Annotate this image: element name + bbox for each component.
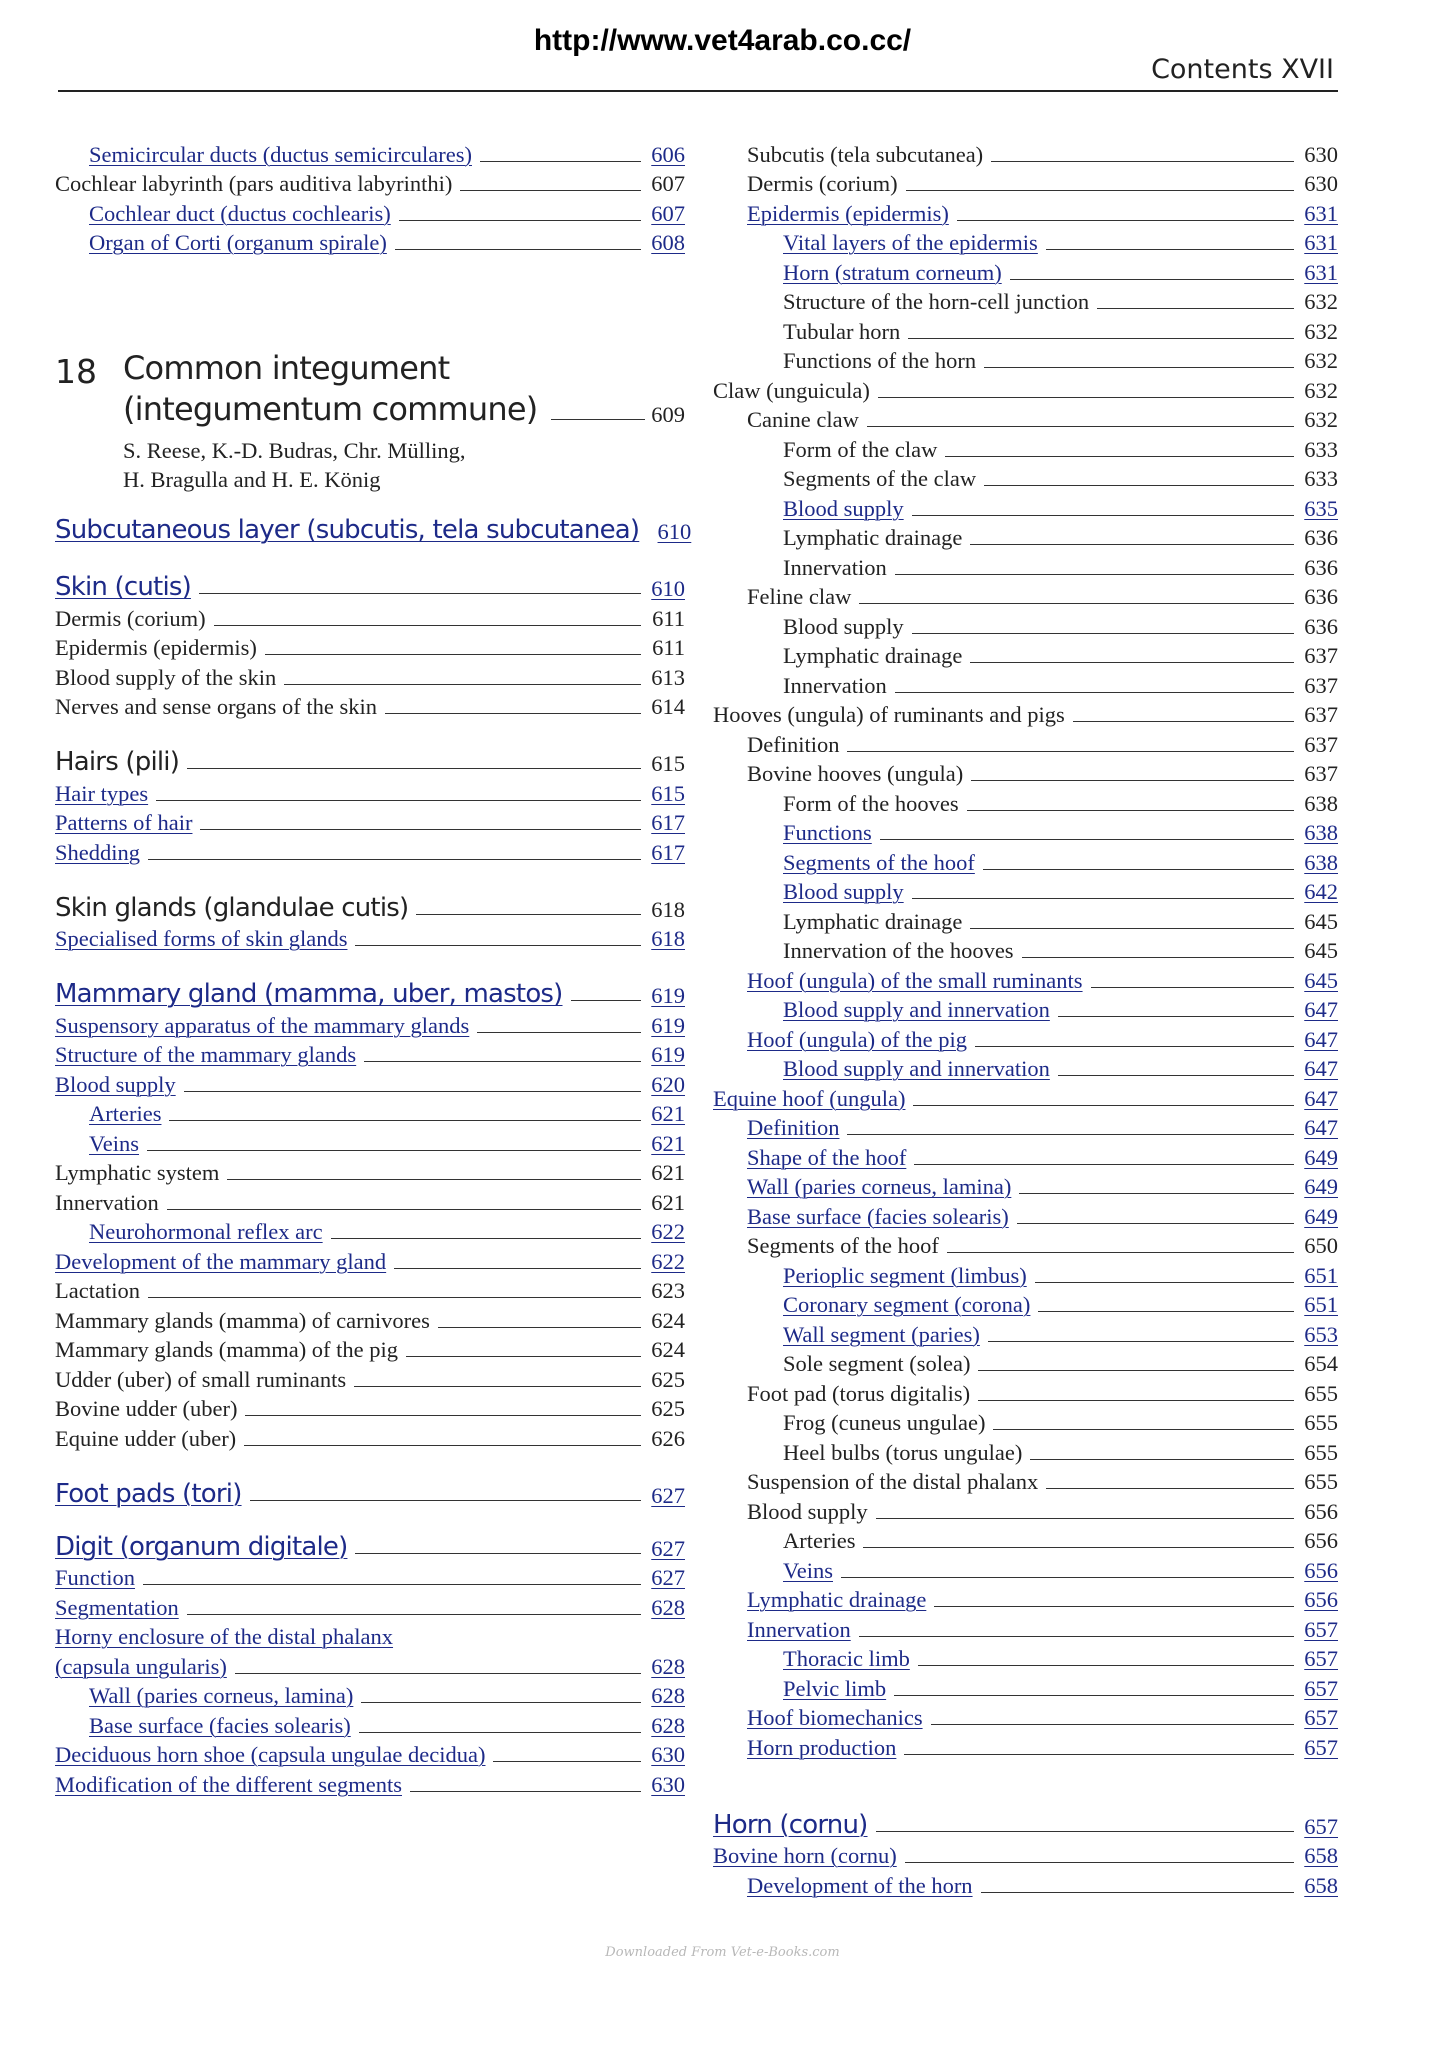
toc-entry[interactable]: Wall segment (paries) 653: [783, 1321, 1338, 1347]
toc-entry[interactable]: Lymphatic drainage 656: [747, 1587, 1338, 1612]
toc-entry[interactable]: Nerves and sense organs of the skin 614: [55, 694, 685, 719]
toc-entry[interactable]: Vital layers of the epidermis 631: [783, 230, 1338, 255]
footer-watermark: Downloaded From Vet-e-Books.com: [605, 1945, 840, 1960]
chapter-title-line2: (integumentum commune): [123, 390, 538, 428]
chapter-heading[interactable]: [55, 348, 685, 494]
toc-entry[interactable]: Form of the hooves 638: [783, 790, 1338, 816]
toc-entry[interactable]: Canine claw 632: [747, 407, 1338, 432]
toc-section-heading[interactable]: Skin glands (glandulae cutis) 618: [55, 892, 685, 923]
toc-entry[interactable]: Mammary glands (mamma) of the pig 624: [55, 1337, 685, 1362]
toc-entry[interactable]: Suspensory apparatus of the mammary glands 619: [55, 1012, 685, 1038]
toc-entry[interactable]: Lymphatic system 621: [55, 1160, 685, 1185]
toc-entry[interactable]: Equine udder (uber) 626: [55, 1425, 685, 1451]
toc-entry[interactable]: Claw (unguicula) 632: [713, 377, 1338, 403]
toc-entry[interactable]: Hoof (ungula) of the small ruminants 645: [747, 967, 1338, 993]
chapter-title-line1: Common integument: [123, 349, 450, 387]
toc-entry[interactable]: Neurohormonal reflex arc 622: [89, 1219, 685, 1244]
toc-entry[interactable]: Shape of the hoof 649: [747, 1144, 1338, 1170]
toc-entry[interactable]: Blood supply 656: [747, 1498, 1338, 1524]
toc-entry[interactable]: Horn (stratum corneum) 631: [783, 259, 1338, 285]
toc-entry[interactable]: Feline claw 636: [747, 584, 1338, 609]
toc-entry[interactable]: Shedding 617: [55, 839, 685, 865]
toc-entry[interactable]: Lymphatic drainage 636: [783, 525, 1338, 550]
toc-section-heading[interactable]: Digit (organum digitale) 627: [55, 1531, 685, 1562]
toc-entry[interactable]: Function 627: [55, 1565, 685, 1590]
toc-entry[interactable]: Sole segment (solea) 654: [783, 1351, 1338, 1376]
toc-entry[interactable]: Hoof (ungula) of the pig 647: [747, 1026, 1338, 1052]
chapter-authors: S. Reese, K.-D. Budras, Chr. Mülling, H. Bragulla and H. E. König: [123, 438, 466, 492]
toc-entry[interactable]: Blood supply and innervation 647: [783, 1056, 1338, 1081]
toc-entry[interactable]: Segments of the hoof 650: [747, 1233, 1338, 1258]
toc-entry[interactable]: Cochlear duct (ductus cochlearis) 607: [89, 200, 685, 226]
toc-entry[interactable]: Development of the horn 658: [747, 1872, 1338, 1898]
toc-column-right: [713, 138, 1338, 1899]
toc-entry[interactable]: Deciduous horn shoe (capsula ungulae decidua) 630: [55, 1742, 685, 1767]
toc-entry[interactable]: Blood supply 636: [783, 613, 1338, 639]
toc-entry[interactable]: Bovine hooves (ungula) 637: [747, 761, 1338, 786]
toc-entry[interactable]: Innervation 637: [783, 672, 1338, 698]
toc-entry[interactable]: Blood supply of the skin 613: [55, 664, 685, 690]
toc-entry[interactable]: Blood supply 620: [55, 1071, 685, 1097]
toc-entry[interactable]: Semicircular ducts (ductus semicirculares) 606: [89, 141, 685, 167]
running-head-title: Contents XVII: [1151, 54, 1334, 85]
toc-entry[interactable]: Veins 621: [89, 1130, 685, 1156]
toc-entry[interactable]: Bovine udder (uber) 625: [55, 1396, 685, 1421]
toc-entry[interactable]: Segmentation 628: [55, 1594, 685, 1620]
toc-entry[interactable]: Hoof biomechanics 657: [747, 1705, 1338, 1730]
toc-entry[interactable]: Functions of the horn 632: [783, 348, 1338, 373]
toc-entry[interactable]: Blood supply 635: [783, 495, 1338, 521]
toc-entry[interactable]: Lactation 623: [55, 1278, 685, 1303]
toc-entry[interactable]: Functions 638: [783, 820, 1338, 845]
toc-entry[interactable]: Segments of the claw 633: [783, 466, 1338, 491]
toc-entry[interactable]: Dermis (corium) 611: [55, 605, 685, 631]
toc-entry[interactable]: Coronary segment (corona) 651: [783, 1292, 1338, 1317]
toc-column-left: [55, 138, 692, 1798]
toc-entry[interactable]: Segments of the hoof 638: [783, 849, 1338, 875]
toc-entry[interactable]: Definition 637: [747, 731, 1338, 757]
toc-entry[interactable]: Udder (uber) of small ruminants 625: [55, 1366, 685, 1392]
toc-section-heading[interactable]: Foot pads (tori) 627: [55, 1478, 685, 1509]
toc-entry[interactable]: Base surface (facies solearis) 628: [89, 1712, 685, 1738]
toc-entry[interactable]: Hooves (ungula) of ruminants and pigs 637: [713, 702, 1338, 727]
toc-entry[interactable]: Arteries 621: [89, 1101, 685, 1126]
toc-entry[interactable]: Dermis (corium) 630: [747, 171, 1338, 196]
toc-entry[interactable]: Epidermis (epidermis) 631: [747, 200, 1338, 226]
toc-section-heading[interactable]: Mammary gland (mamma, uber, mastos) 619: [55, 979, 685, 1009]
toc-entry[interactable]: Specialised forms of skin glands 618: [55, 926, 685, 951]
toc-entry[interactable]: Modification of the different segments 630: [55, 1771, 685, 1797]
toc-entry[interactable]: (capsula ungularis) 628: [55, 1653, 685, 1679]
toc-section-heading[interactable]: Subcutaneous layer (subcutis, tela subcutanea) 610: [55, 515, 692, 545]
toc-entry[interactable]: Heel bulbs (torus ungulae) 655: [783, 1439, 1338, 1465]
toc-entry[interactable]: Patterns of hair 617: [55, 810, 685, 835]
chapter-number: 18: [55, 352, 97, 391]
toc-entry[interactable]: Mammary glands (mamma) of carnivores 624: [55, 1307, 685, 1333]
toc-entry[interactable]: Subcutis (tela subcutanea) 630: [747, 141, 1338, 167]
toc-entry[interactable]: Lymphatic drainage 645: [783, 908, 1338, 934]
toc-entry[interactable]: Suspension of the distal phalanx 655: [747, 1469, 1338, 1494]
toc-entry[interactable]: Cochlear labyrinth (pars auditiva labyrinthi) 607: [55, 171, 685, 196]
toc-section-heading[interactable]: Skin (cutis) 610: [55, 572, 685, 602]
toc-entry[interactable]: Pelvic limb 657: [783, 1675, 1338, 1701]
toc-entry[interactable]: Veins 656: [783, 1557, 1338, 1583]
toc-entry[interactable]: Horny enclosure of the distal phalanx: [55, 1624, 394, 1649]
toc-entry[interactable]: Foot pad (torus digitalis) 655: [747, 1380, 1338, 1406]
toc-entry[interactable]: Innervation of the hooves 645: [783, 938, 1338, 963]
toc-entry[interactable]: Lymphatic drainage 637: [783, 643, 1338, 668]
toc-entry[interactable]: Horn production 657: [747, 1734, 1338, 1760]
toc-entry[interactable]: Arteries 656: [783, 1528, 1338, 1553]
toc-entry[interactable]: Development of the mammary gland 622: [55, 1248, 685, 1274]
toc-entry[interactable]: Structure of the horn-cell junction 632: [783, 289, 1338, 314]
chapter-page: 609: [651, 402, 685, 427]
toc-entry[interactable]: Structure of the mammary glands 619: [55, 1042, 685, 1067]
toc-entry[interactable]: Frog (cuneus ungulae) 655: [783, 1410, 1338, 1435]
toc-entry[interactable]: Bovine horn (cornu) 658: [713, 1843, 1338, 1868]
toc-entry[interactable]: Equine hoof (ungula) 647: [713, 1085, 1338, 1111]
toc-entry[interactable]: Wall (paries corneus, lamina) 628: [89, 1683, 685, 1708]
toc-entry[interactable]: Form of the claw 633: [783, 436, 1338, 462]
toc-entry[interactable]: Blood supply and innervation 647: [783, 997, 1338, 1022]
toc-entry[interactable]: Hair types 615: [55, 780, 685, 806]
toc-entry[interactable]: Organ of Corti (organum spirale) 608: [89, 230, 685, 255]
toc-section-heading[interactable]: Horn (cornu) 657: [713, 1809, 1338, 1840]
toc-entry[interactable]: Perioplic segment (limbus) 651: [783, 1262, 1338, 1288]
toc-section-heading[interactable]: Hairs (pili) 615: [55, 747, 685, 777]
toc-entry[interactable]: Wall (paries corneus, lamina) 649: [747, 1174, 1338, 1199]
page-url[interactable]: http://www.vet4arab.co.cc/: [533, 24, 912, 57]
running-header: [58, 54, 1338, 92]
toc-entry[interactable]: Innervation 621: [55, 1189, 685, 1215]
toc-entry[interactable]: Epidermis (epidermis) 611: [55, 635, 685, 660]
toc-entry[interactable]: Tubular horn 632: [783, 318, 1338, 344]
toc-entry[interactable]: Innervation 657: [747, 1616, 1338, 1642]
toc-entry[interactable]: Base surface (facies solearis) 649: [747, 1203, 1338, 1229]
toc-entry[interactable]: Thoracic limb 657: [783, 1646, 1338, 1671]
toc-entry[interactable]: Blood supply 642: [783, 879, 1338, 904]
toc-entry[interactable]: Innervation 636: [783, 554, 1338, 580]
toc-entry[interactable]: Definition 647: [747, 1115, 1338, 1140]
